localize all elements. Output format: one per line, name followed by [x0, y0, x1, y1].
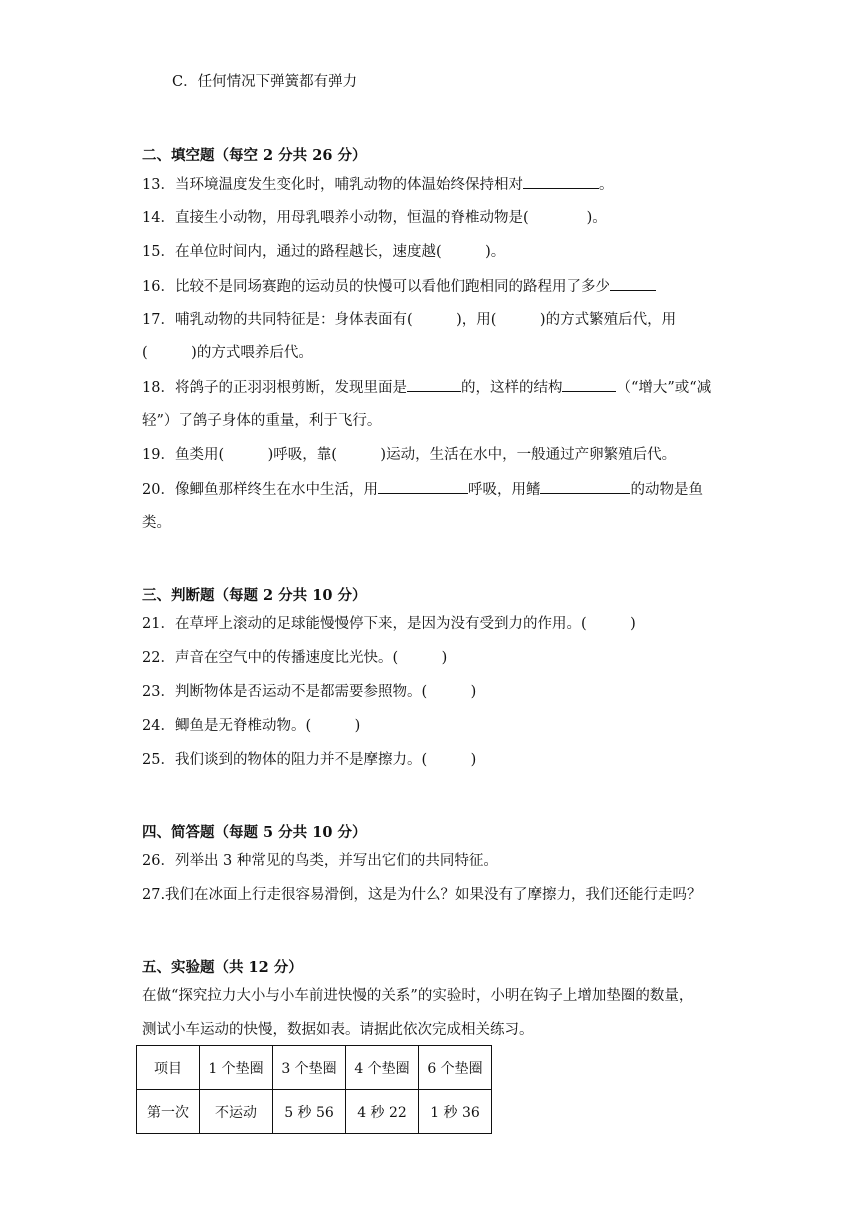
question-23: 23．判断物体是否运动不是都需要参照物。( ) — [142, 684, 477, 700]
section-4-title: 四、简答题（每题 5 分共 10 分） — [142, 824, 367, 841]
question-13-text: 13．当环境温度发生变化时，哺乳动物的体温始终保持相对 — [142, 177, 523, 193]
table-header-cell: 3 个垫圈 — [273, 1046, 346, 1090]
table-cell: 1 秒 36 — [419, 1090, 492, 1134]
answer-blank[interactable] — [378, 479, 468, 494]
question-26: 26．列举出 3 种常见的鸟类，并写出它们的共同特征。 — [142, 853, 498, 869]
answer-blank[interactable] — [562, 377, 616, 392]
question-13 — [142, 174, 613, 195]
question-20-line-2: 类。 — [142, 515, 171, 531]
question-20-text-c: 的动物是鱼 — [630, 482, 703, 498]
question-17-line-2: ( )的方式喂养后代。 — [142, 345, 313, 361]
question-18-text-b: 的，这样的结构 — [460, 380, 563, 396]
question-18-text-c: （“增大”或“减 — [616, 380, 712, 396]
table-header-cell: 项目 — [137, 1046, 200, 1090]
table-cell: 5 秒 56 — [273, 1090, 346, 1134]
table-cell: 不运动 — [200, 1090, 273, 1134]
answer-blank[interactable] — [523, 174, 599, 189]
question-19: 19．鱼类用( )呼吸，靠( )运动，生活在水中，一般通过产卵繁殖后代。 — [142, 447, 677, 463]
section-2-title: 二、填空题（每空 2 分共 26 分） — [142, 147, 367, 164]
question-22: 22．声音在空气中的传播速度比光快。( ) — [142, 650, 448, 666]
question-24: 24．鲫鱼是无脊椎动物。( ) — [142, 718, 361, 734]
section-5-intro-line-1: 在做“探究拉力大小与小车前进快慢的关系”的实验时，小明在钩子上增加垫圈的数量， — [142, 988, 694, 1004]
question-13-end: 。 — [598, 177, 614, 193]
question-20-text-b: 呼吸，用鳍 — [467, 482, 541, 498]
section-5-title: 五、实验题（共 12 分） — [142, 959, 303, 976]
answer-blank[interactable] — [407, 377, 461, 392]
answer-blank[interactable] — [540, 479, 630, 494]
question-16-text: 16．比较不是同场赛跑的运动员的快慢可以看他们跑相同的路程用了多少 — [142, 279, 610, 295]
table-cell: 4 秒 22 — [346, 1090, 419, 1134]
question-15: 15．在单位时间内，通过的路程越长，速度越( )。 — [142, 244, 506, 260]
section-3-title: 三、判断题（每题 2 分共 10 分） — [142, 587, 367, 604]
table-header-row — [137, 1046, 492, 1090]
section-5-intro-line-2: 测试小车运动的快慢，数据如表。请据此依次完成相关练习。 — [142, 1022, 534, 1038]
question-12-option-c: C．任何情况下弹簧都有弹力 — [172, 74, 358, 90]
answer-blank[interactable] — [610, 276, 656, 291]
question-18-line-2: 轻”）了鸽子身体的重量，利于飞行。 — [142, 413, 382, 429]
question-20-line-1 — [142, 479, 703, 500]
question-27: 27.我们在冰面上行走很容易滑倒，这是为什么？如果没有了摩擦力，我们还能行走吗？ — [142, 887, 702, 903]
question-16 — [142, 276, 656, 297]
question-17-line-1: 17．哺乳动物的共同特征是：身体表面有( )，用( )的方式繁殖后代，用 — [142, 312, 677, 328]
table-header-cell: 6 个垫圈 — [419, 1046, 492, 1090]
question-25: 25．我们谈到的物体的阻力并不是摩擦力。( ) — [142, 752, 477, 768]
table-cell: 第一次 — [137, 1090, 200, 1134]
table-header-cell: 4 个垫圈 — [346, 1046, 419, 1090]
question-18-line-1 — [142, 377, 711, 398]
table-row — [137, 1090, 492, 1134]
experiment-data-table — [136, 1045, 492, 1134]
question-21: 21．在草坪上滚动的足球能慢慢停下来，是因为没有受到力的作用。( ) — [142, 616, 636, 632]
table-header-cell: 1 个垫圈 — [200, 1046, 273, 1090]
question-18-text-a: 18．将鸽子的正羽羽根剪断，发现里面是 — [142, 380, 407, 396]
question-14: 14．直接生小动物，用母乳喂养小动物，恒温的脊椎动物是( )。 — [142, 210, 607, 226]
question-20-text-a: 20．像鲫鱼那样终生在水中生活，用 — [142, 482, 378, 498]
